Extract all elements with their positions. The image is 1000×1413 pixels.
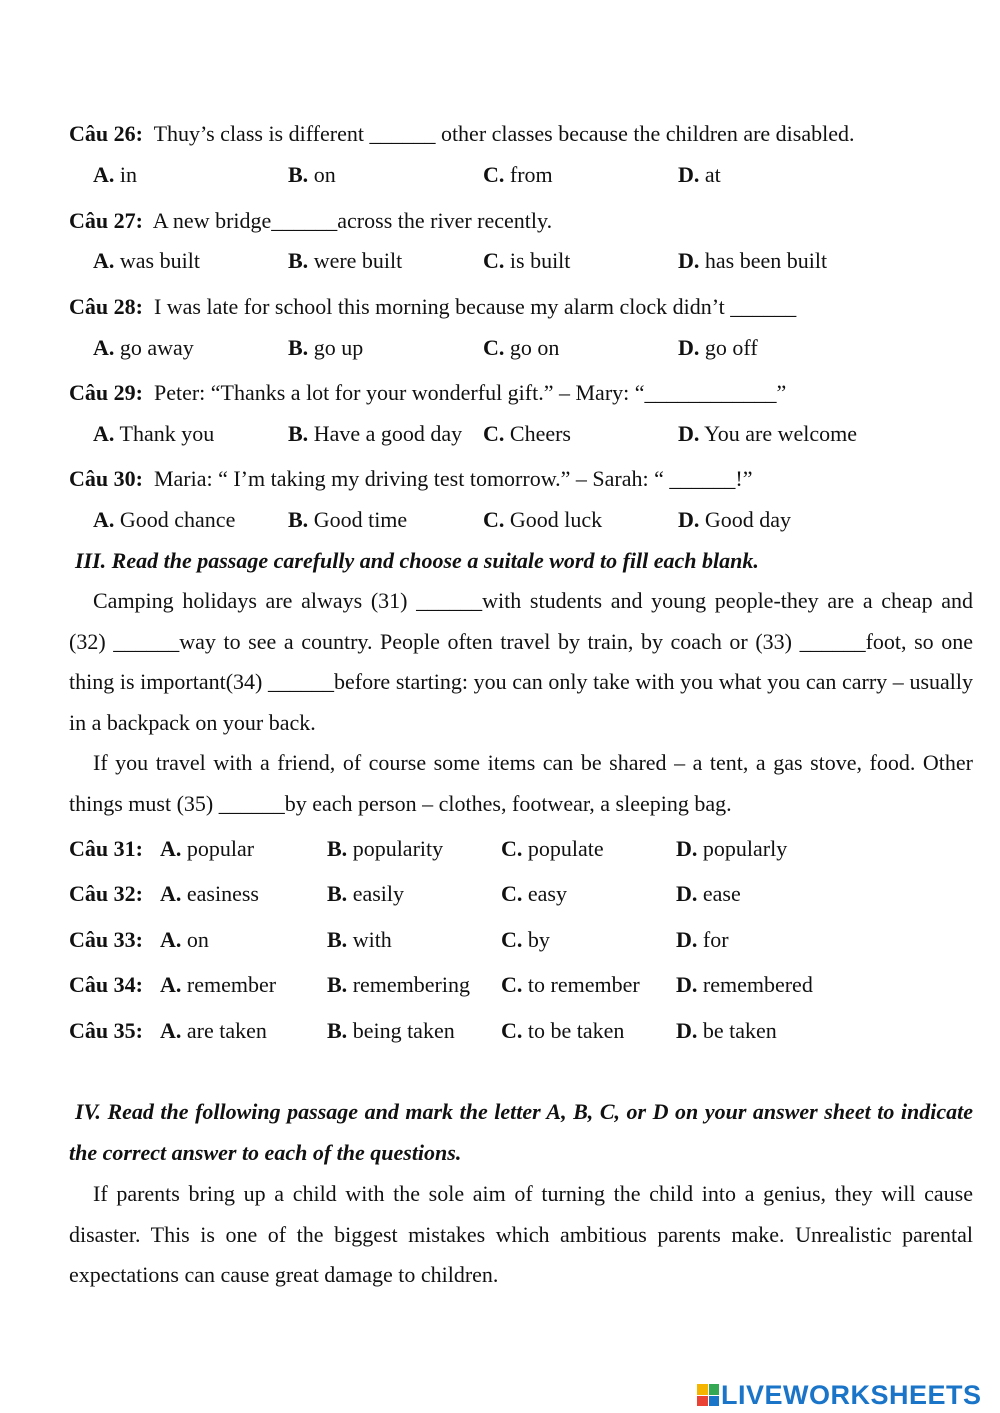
option-a[interactable]: A. in: [93, 162, 138, 187]
option-b[interactable]: B. with: [327, 927, 392, 952]
section-iii-passage: [69, 581, 973, 824]
option-c[interactable]: C. to remember: [501, 972, 640, 997]
question-32: [0, 881, 1000, 907]
option-d[interactable]: D. be taken: [676, 1018, 777, 1043]
option-d[interactable]: D. remembered: [676, 972, 813, 997]
question-26-options: [0, 162, 1000, 188]
question-27: [69, 208, 552, 234]
question-text: Maria: “ I’m taking my driving test tomorrow.” – Sarah: “ ______!”: [153, 466, 753, 491]
option-c[interactable]: C. to be taken: [501, 1018, 625, 1043]
question-number: Câu 33:: [69, 927, 143, 952]
liveworksheets-logo[interactable]: [697, 1380, 982, 1410]
option-a[interactable]: A. go away: [93, 335, 194, 360]
question-34: [0, 972, 1000, 998]
question-28: [69, 294, 796, 320]
question-27-options: [0, 248, 1000, 274]
option-b[interactable]: B. were built: [288, 248, 403, 273]
option-c[interactable]: C. easy: [501, 881, 567, 906]
question-33: [0, 927, 1000, 953]
question-number: Câu 27:: [69, 208, 143, 233]
question-number: Câu 34:: [69, 972, 143, 997]
question-text: I was late for school this morning because my alarm clock didn’t ______: [153, 294, 797, 319]
question-text: Thuy’s class is different ______ other classes because the children are disabled.: [153, 121, 855, 146]
option-b[interactable]: B. being taken: [327, 1018, 455, 1043]
option-b[interactable]: B. remembering: [327, 972, 470, 997]
question-28-options: [0, 335, 1000, 361]
option-b[interactable]: B. Have a good day: [288, 421, 463, 446]
option-c[interactable]: C. from: [483, 162, 553, 187]
passage-paragraph: If you travel with a friend, of course some items can be shared – a tent, a gas stove, food. Other things must (35) ______by each person – clothes, footwear, a sleeping bag.: [69, 750, 973, 816]
passage-paragraph: Camping holidays are always (31) ______with students and young people-they are a cheap and (32) ______way to see a country. People often travel by train, by coach or (33) ______foot, so one thing is important(34) ______before starting: you can only take with you what you can carry – usually in a backpack on your back.: [69, 588, 973, 735]
option-c[interactable]: C. Cheers: [483, 421, 571, 446]
question-29: [69, 380, 786, 406]
liveworksheets-logo-icon: [697, 1384, 719, 1406]
question-30-options: [0, 507, 1000, 533]
option-c[interactable]: C. populate: [501, 836, 604, 861]
section-iv-passage: If parents bring up a child with the sole aim of turning the child into a genius, they will cause disaster. This is one of the biggest mistakes which ambitious parents make. Unrealistic parental expectations can cause great damage to children.: [69, 1181, 973, 1287]
option-a[interactable]: A. easiness: [160, 881, 259, 906]
question-31: [0, 836, 1000, 862]
question-number: Câu 31:: [69, 836, 143, 861]
section-iv-heading: IV. Read the following passage and mark the letter A, B, C, or D on your answer sheet to indicate the correct answer to each of the questions.: [69, 1099, 973, 1165]
option-d[interactable]: D. Good day: [678, 507, 792, 532]
option-a[interactable]: A. Thank you: [93, 421, 215, 446]
option-a[interactable]: A. was built: [93, 248, 200, 273]
option-a[interactable]: A. remember: [160, 972, 277, 997]
option-b[interactable]: B. go up: [288, 335, 364, 360]
option-c[interactable]: C. by: [501, 927, 550, 952]
option-b[interactable]: B. easily: [327, 881, 405, 906]
question-number: Câu 35:: [69, 1018, 143, 1043]
question-text: A new bridge______across the river recently.: [152, 208, 553, 233]
option-d[interactable]: D. popularly: [676, 836, 788, 861]
option-a[interactable]: A. popular: [160, 836, 255, 861]
option-b[interactable]: B. on: [288, 162, 336, 187]
option-d[interactable]: D. ease: [676, 881, 741, 906]
question-26: [69, 121, 855, 147]
question-number: Câu 29:: [69, 380, 143, 405]
question-35: [0, 1018, 1000, 1044]
option-a[interactable]: A. on: [160, 927, 209, 952]
question-number: Câu 32:: [69, 881, 143, 906]
question-number: Câu 26:: [69, 121, 143, 146]
question-text: Peter: “Thanks a lot for your wonderful gift.” – Mary: “____________”: [153, 380, 787, 405]
option-c[interactable]: C. Good luck: [483, 507, 603, 532]
option-c[interactable]: C. go on: [483, 335, 560, 360]
option-d[interactable]: D. at: [678, 162, 721, 187]
question-number: Câu 28:: [69, 294, 143, 319]
option-d[interactable]: D. has been built: [678, 248, 828, 273]
option-d[interactable]: D. go off: [678, 335, 758, 360]
option-c[interactable]: C. is built: [483, 248, 571, 273]
liveworksheets-logo-text: LIVEWORKSHEETS: [721, 1379, 982, 1410]
option-a[interactable]: A. Good chance: [93, 507, 236, 532]
option-a[interactable]: A. are taken: [160, 1018, 267, 1043]
option-d[interactable]: D. for: [676, 927, 729, 952]
section-iii-heading: III. Read the passage carefully and choose a suitale word to fill each blank.: [75, 548, 759, 573]
option-b[interactable]: B. popularity: [327, 836, 444, 861]
option-d[interactable]: D. You are welcome: [678, 421, 858, 446]
question-number: Câu 30:: [69, 466, 143, 491]
question-30: [69, 466, 753, 492]
question-29-options: [0, 421, 1000, 447]
option-b[interactable]: B. Good time: [288, 507, 408, 532]
